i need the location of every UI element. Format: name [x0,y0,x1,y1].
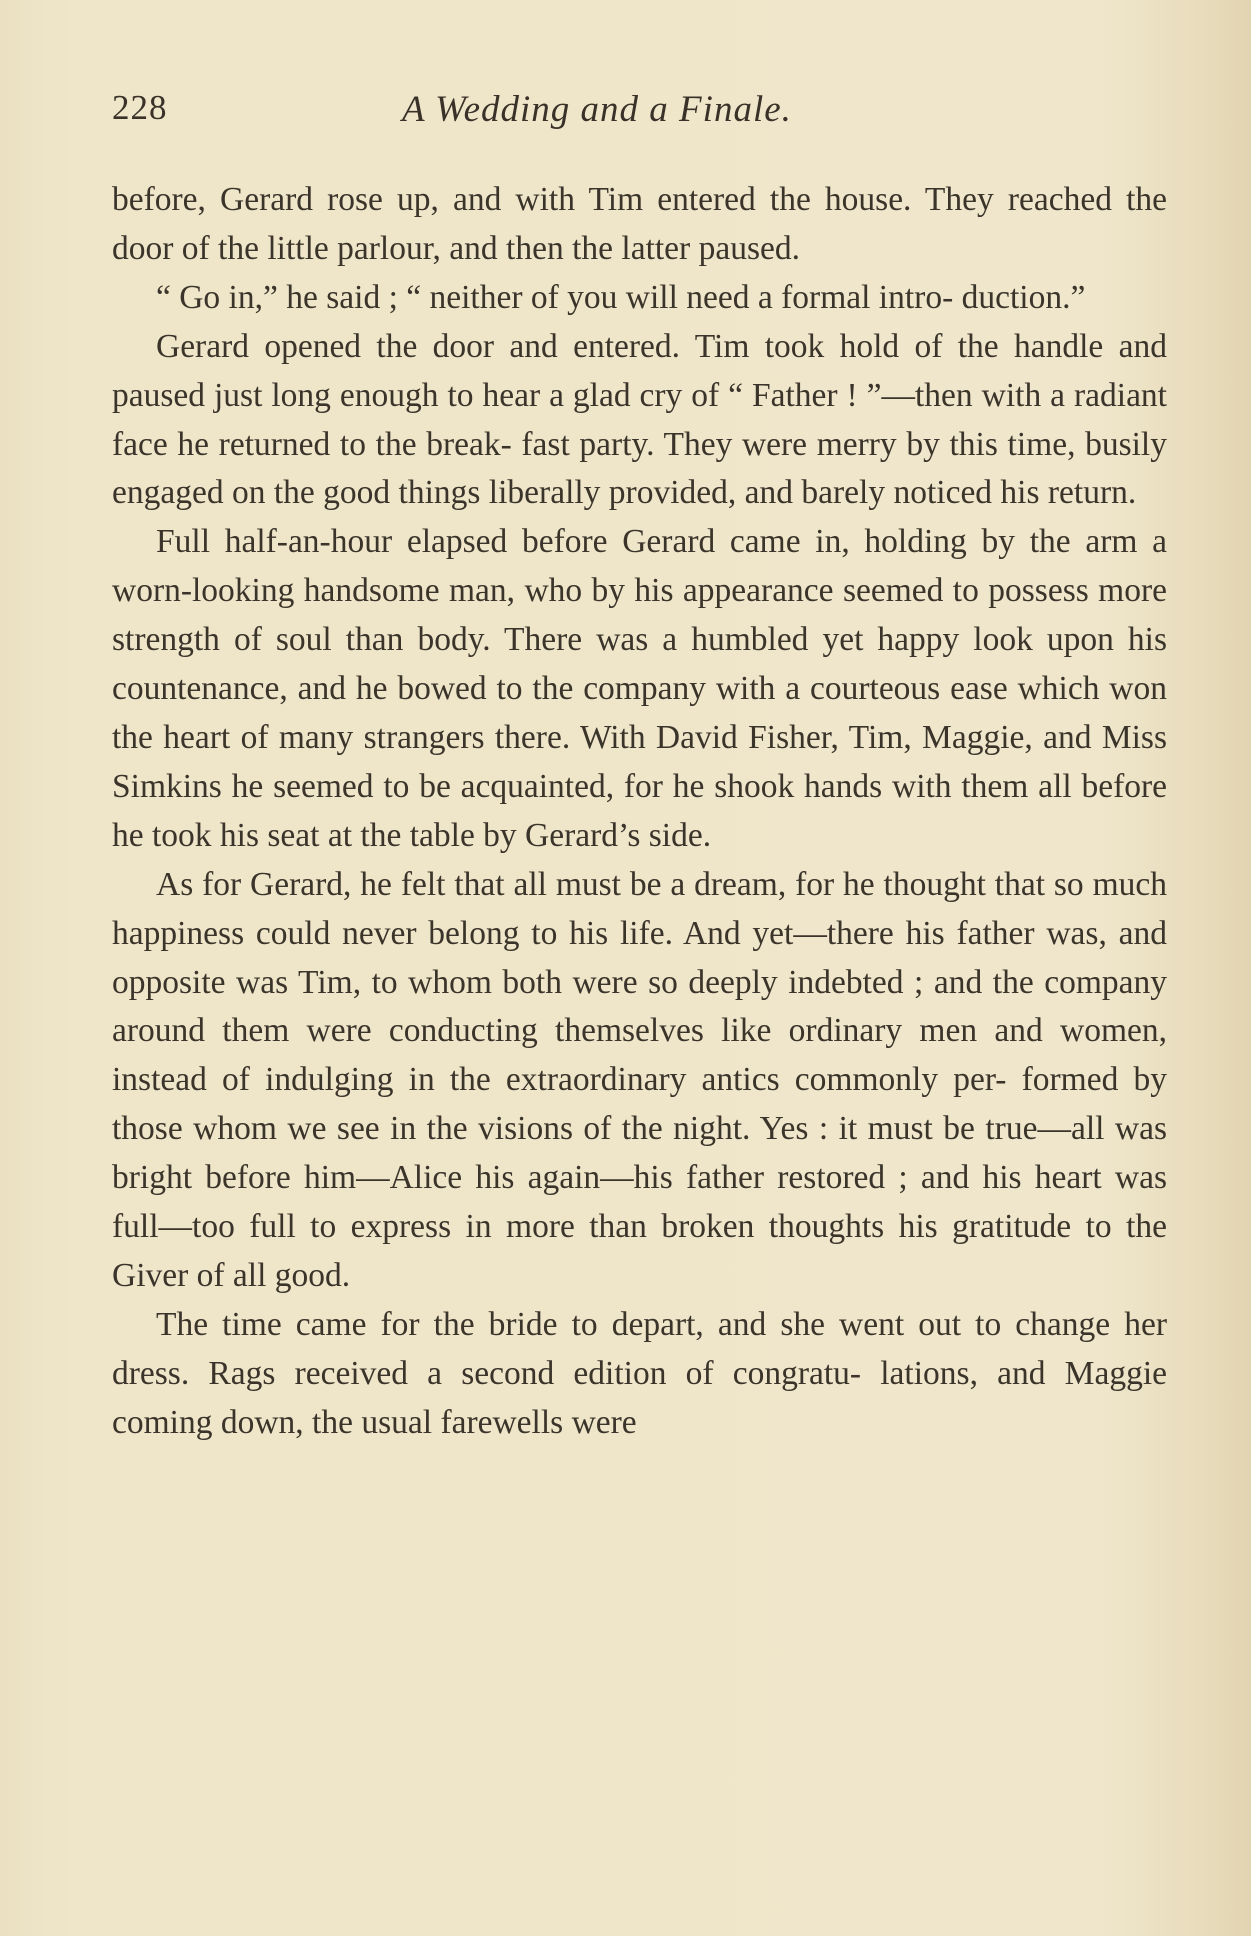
paragraph: “ Go in,” he said ; “ neither of you will need a formal intro- duction.” [156,278,1086,316]
paragraph: As for Gerard, he felt that all must be a dream, for he thought that so much happiness could never belong to his life. And yet—there his father was, and opposite was Tim, to whom both were so deeply indebted ; and the company around them were conducting themselves like ordinary men and women, instead of indulging in the extraordinary antics commonly per- formed by those whom we see in the visions of the night. Yes : it must be true—all was bright before him—Alice his again—his father restored ; and his heart was full—too full to express in more than broken thoughts his gratitude to the Giver of all good. [112,865,1167,1294]
paragraph-continuation: before, Gerard rose up, and with Tim entered the house. They reached the door of the little parlour, and then the latter paused. [112,181,1167,267]
paragraph: Gerard opened the door and entered. Tim took hold of the handle and paused just long enough to hear a glad cry of “ Father ! ”—then with a radiant face he returned to the break- fast party. They were merry by this time, busily engaged on the good things liberally provided, and barely noticed his return. [112,327,1167,512]
running-title: A Wedding and a Finale. [402,89,792,130]
running-head [112,88,1167,138]
paragraph: Full half-an-hour elapsed before Gerard came in, holding by the arm a worn-looking handsome man, who by his appearance seemed to possess more strength of soul than body. There was a humbled yet happy look upon his countenance, and he bowed to the company with a courteous ease which won the heart of many strangers there. With David Fisher, Tim, Maggie, and Miss Simkins he seemed to be acquainted, for he shook hands with them all before he took his seat at the table by Gerard’s side. [112,523,1167,854]
paragraph: The time came for the bride to depart, and she went out to change her dress. Rags received a second edition of congratu- lations, and Maggie coming down, the usual farewells were [112,1305,1167,1441]
body-text [112,176,1167,1448]
page-number: 228 [112,88,168,127]
